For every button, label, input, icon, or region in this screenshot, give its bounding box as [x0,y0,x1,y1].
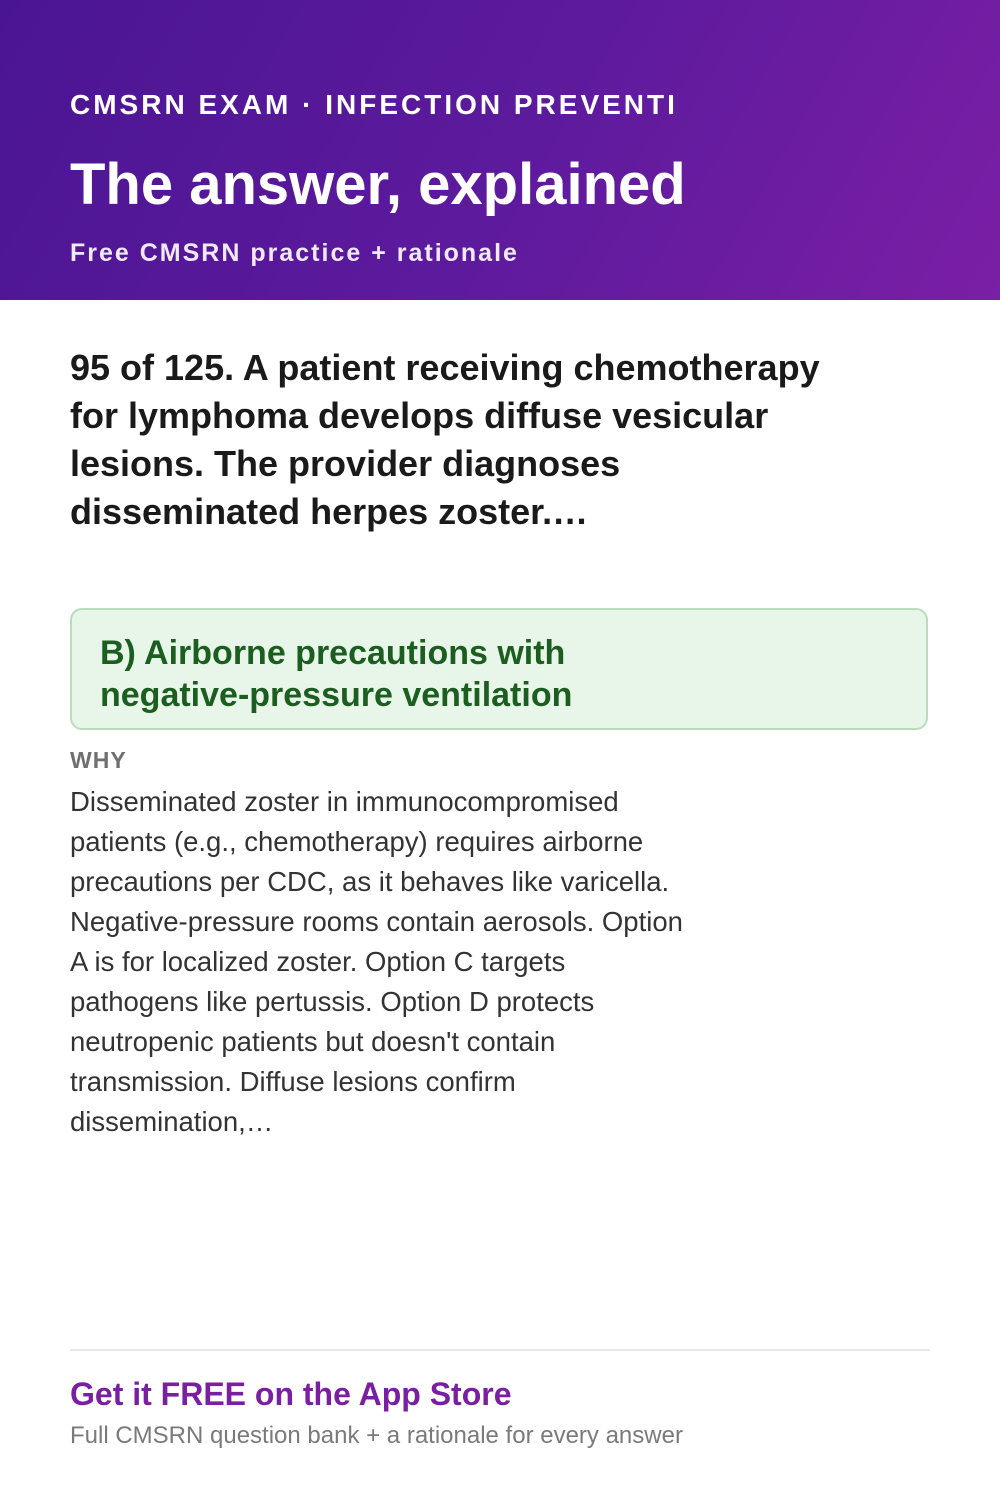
footer-divider [70,1349,930,1351]
exam-category-label: CMSRN EXAM · INFECTION PREVENTI [70,89,678,120]
header-banner [0,0,1000,300]
correct-answer-box [70,608,928,730]
rationale-text: Disseminated zoster in immunocompromised patients (e.g., chemotherapy) requires airborne precautions per CDC, as it behaves like varicella. Negative-pressure rooms contain aerosols. Option A is for localized zoster. Option C targets pathogens like pertussis. Option D protects neutropenic patients but doesn't contain transmission. Diffuse lesions confirm dissemination,… [70,786,683,1137]
app-store-link[interactable]: Get it FREE on the App Store [70,1376,512,1412]
correct-answer-text: B) Airborne precautions with negative-pressure ventilation [100,634,573,714]
rationale-label: WHY [70,747,127,773]
question-text: 95 of 125. A patient receiving chemotherapy for lymphoma develops diffuse vesicular lesions. The provider diagnoses disseminated herpes zoster.… [70,347,820,532]
page-title: The answer, explained [70,152,686,217]
page-subtitle: Free CMSRN practice + rationale [70,239,519,267]
app-store-description: Full CMSRN question bank + a rationale for every answer [70,1422,683,1449]
